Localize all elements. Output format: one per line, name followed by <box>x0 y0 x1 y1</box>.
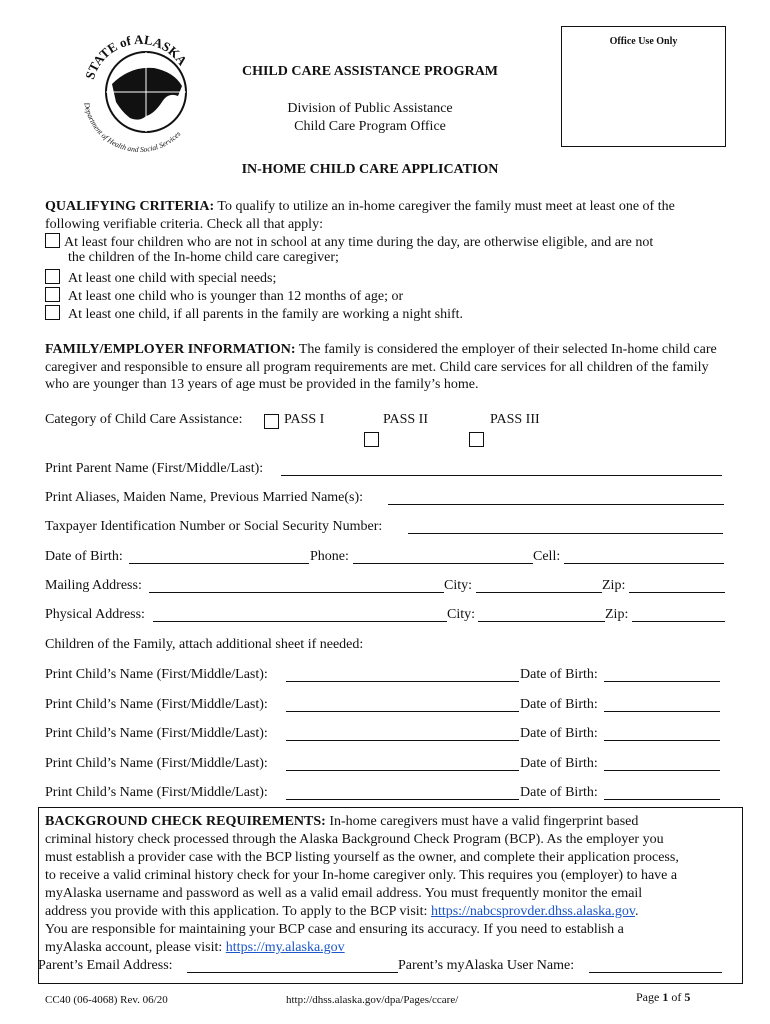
phone-field[interactable] <box>353 563 533 564</box>
pass1-label: PASS I <box>284 412 325 427</box>
dob-field[interactable] <box>129 563 309 564</box>
footer-url: http://dhss.alaska.gov/dpa/Pages/ccare/ <box>286 994 459 1006</box>
child-dob-field[interactable] <box>604 799 720 800</box>
children-note: Children of the Family, attach additional sheet if needed: <box>45 637 364 652</box>
dob-label: Date of Birth: <box>45 549 123 564</box>
page-title: IN-HOME CHILD CARE APPLICATION <box>241 162 499 177</box>
program-title: CHILD CARE ASSISTANCE PROGRAM <box>241 64 499 79</box>
mailing-city-label: City: <box>444 578 473 593</box>
pass3-checkbox[interactable] <box>469 432 484 447</box>
qualifying-text: To qualify to utilize an in-home caregiver the family must meet at least one of the following verifiable criteria. Check all that apply: <box>45 199 675 232</box>
child-name-label: Print Child’s Name (First/Middle/Last): <box>45 697 268 712</box>
criteria-item-1-continued: the children of the In-home child care caregiver; <box>68 250 339 265</box>
qualifying-intro <box>45 198 725 233</box>
qualifying-heading: QUALIFYING CRITERIA: <box>45 199 215 214</box>
criteria-item-3[interactable]: At least one child who is younger than 12 months of age; or <box>45 287 403 305</box>
child-name-label: Print Child’s Name (First/Middle/Last): <box>45 667 268 682</box>
cell-label: Cell: <box>533 549 561 564</box>
child-name-field[interactable] <box>286 799 519 800</box>
pass1-checkbox[interactable] <box>264 414 279 429</box>
phone-label: Phone: <box>310 549 349 564</box>
physical-address-label: Physical Address: <box>45 607 145 622</box>
child-name-label: Print Child’s Name (First/Middle/Last): <box>45 785 268 800</box>
division-name: Division of Public Assistance <box>287 101 453 116</box>
background-line-7: You are responsible for maintaining your BCP case and ensuring its accuracy. If you need to establish a <box>45 922 624 937</box>
parent-name-label: Print Parent Name (First/Middle/Last): <box>45 461 264 476</box>
child-dob-field[interactable] <box>604 770 720 771</box>
svg-text:STATE of ALASKA: STATE of ALASKA <box>81 31 191 82</box>
cell-field[interactable] <box>564 563 724 564</box>
parent-name-field[interactable] <box>281 475 722 476</box>
physical-city-field[interactable] <box>478 621 605 622</box>
criteria-checkbox-2[interactable] <box>45 269 60 284</box>
family-text: The family is considered the employer of their selected In-home child care caregiver and responsible to ensure all program requirements are met. Child care services for all children of the family who are younger than 13 years of age must be provided in the family’s home. <box>45 342 717 392</box>
mailing-city-field[interactable] <box>476 592 602 593</box>
office-name: Child Care Program Office <box>294 119 446 134</box>
mailing-zip-field[interactable] <box>629 592 725 593</box>
page-indicator: Page 1 of 5 <box>636 990 691 1004</box>
aliases-field[interactable] <box>388 504 724 505</box>
physical-zip-label: Zip: <box>605 607 629 622</box>
child-dob-label: Date of Birth: <box>520 667 598 682</box>
child-name-field[interactable] <box>286 770 519 771</box>
background-line-5: myAlaska username and password as well as a valid email address. You must frequently monitor the email <box>45 886 643 901</box>
criteria-checkbox-4[interactable] <box>45 305 60 320</box>
background-line-8: myAlaska account, please visit: https://my.alaska.gov <box>45 940 345 955</box>
child-dob-label: Date of Birth: <box>520 756 598 771</box>
mailing-zip-label: Zip: <box>602 578 626 593</box>
svg-text:Department of Health and Socia: Department of Health and Social Services <box>82 101 183 155</box>
category-label: Category of Child Care Assistance: <box>45 412 243 427</box>
criteria-checkbox-1[interactable] <box>45 233 60 248</box>
aliases-label: Print Aliases, Maiden Name, Previous Married Name(s): <box>45 490 364 505</box>
tin-label: Taxpayer Identification Number or Social Security Number: <box>45 519 383 534</box>
criteria-item-1[interactable]: At least four children who are not in school at any time during the day, are otherwise eligible, and are not <box>45 233 653 251</box>
office-use-box <box>561 26 726 147</box>
mailing-address-label: Mailing Address: <box>45 578 142 593</box>
background-line-1: BACKGROUND CHECK REQUIREMENTS: In-home caregivers must have a valid fingerprint based <box>45 814 639 829</box>
criteria-item-2[interactable]: At least one child with special needs; <box>45 269 276 287</box>
physical-address-field[interactable] <box>153 621 447 622</box>
office-use-label: Office Use Only <box>609 36 678 47</box>
child-dob-field[interactable] <box>604 681 720 682</box>
background-line-3: must establish a provider case with the BCP listing yourself as the owner, and complete their application process, <box>45 850 679 865</box>
child-name-label: Print Child’s Name (First/Middle/Last): <box>45 726 268 741</box>
child-name-field[interactable] <box>286 711 519 712</box>
child-dob-label: Date of Birth: <box>520 726 598 741</box>
state-seal <box>70 22 210 162</box>
child-dob-label: Date of Birth: <box>520 785 598 800</box>
criteria-checkbox-3[interactable] <box>45 287 60 302</box>
criteria-item-4[interactable]: At least one child, if all parents in the family are working a night shift. <box>45 305 463 323</box>
parent-email-label: Parent’s Email Address: <box>38 958 173 973</box>
myalaska-username-field[interactable] <box>589 972 722 973</box>
pass3-label: PASS III <box>490 412 540 427</box>
background-line-6: address you provide with this application. To apply to the BCP visit: https://nabcsprovder.dhss.alaska.gov. <box>45 904 639 919</box>
myalaska-username-label: Parent’s myAlaska User Name: <box>398 958 575 973</box>
physical-zip-field[interactable] <box>632 621 725 622</box>
bcp-link[interactable]: https://nabcsprovder.dhss.alaska.gov <box>430 904 635 919</box>
pass2-label: PASS II <box>383 412 429 427</box>
seal-icon <box>70 22 210 162</box>
child-dob-field[interactable] <box>604 711 720 712</box>
tin-field[interactable] <box>408 533 723 534</box>
child-name-field[interactable] <box>286 681 519 682</box>
child-dob-label: Date of Birth: <box>520 697 598 712</box>
background-line-2: criminal history check processed through the Alaska Background Check Program (BCP). As the employer you <box>45 832 664 847</box>
myalaska-link[interactable]: https://my.alaska.gov <box>225 940 345 955</box>
form-number: CC40 (06-4068) Rev. 06/20 <box>45 994 168 1006</box>
mailing-address-field[interactable] <box>149 592 444 593</box>
background-line-4: to receive a valid criminal history check for your In-home caregiver only. This requires you (employer) to have a <box>45 868 678 883</box>
child-dob-field[interactable] <box>604 740 720 741</box>
family-heading: FAMILY/EMPLOYER INFORMATION: <box>45 342 296 357</box>
physical-city-label: City: <box>447 607 476 622</box>
pass2-checkbox[interactable] <box>364 432 379 447</box>
parent-email-field[interactable] <box>187 972 398 973</box>
child-name-field[interactable] <box>286 740 519 741</box>
background-heading: BACKGROUND CHECK REQUIREMENTS: <box>45 814 326 829</box>
child-name-label: Print Child’s Name (First/Middle/Last): <box>45 756 268 771</box>
family-employer-section <box>45 341 725 394</box>
